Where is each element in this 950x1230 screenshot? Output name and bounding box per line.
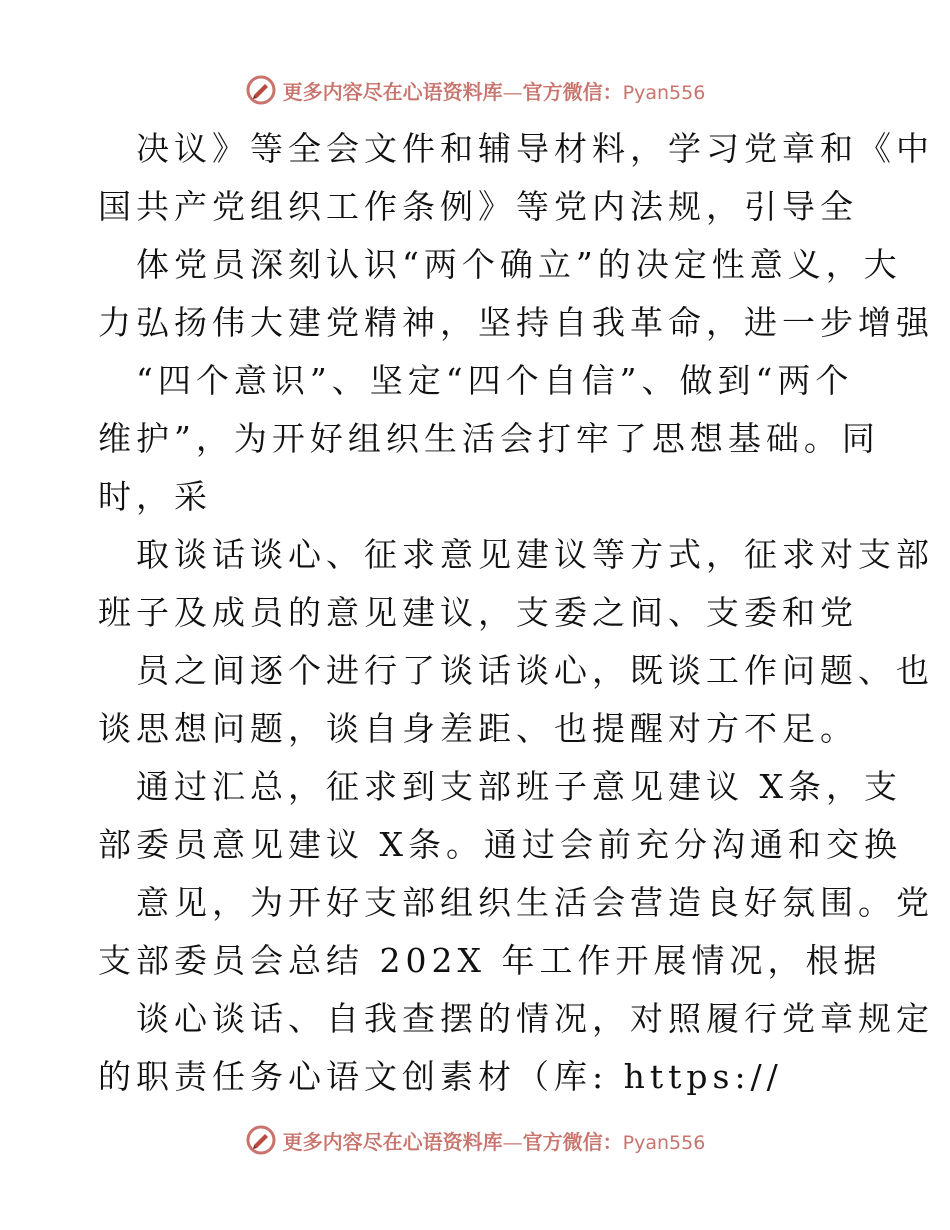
watermark-wechat-label: 官方微信： bbox=[522, 1129, 623, 1154]
body-line: 谈心谈话、自我查摆的情况，对照履行党章规定 bbox=[136, 999, 934, 1038]
body-line: 的职责任务心语文创素材（库: https:// bbox=[98, 1057, 783, 1096]
body-line: 决议》等全会文件和辅导材料，学习党章和《中 bbox=[136, 129, 934, 168]
body-line: 部委员意见建议 X条。通过会前充分沟通和交换 bbox=[98, 825, 902, 864]
watermark-wechat-id: Pyan556 bbox=[622, 81, 706, 104]
body-line: 意见，为开好支部组织生活会营造良好氛围。党 bbox=[136, 883, 934, 922]
brand-logo-icon bbox=[245, 1124, 277, 1156]
footer-watermark bbox=[0, 1120, 950, 1160]
watermark-separator: — bbox=[502, 1129, 523, 1154]
body-line: 班子及成员的意见建议，支委之间、支委和党 bbox=[98, 593, 858, 632]
header-watermark bbox=[0, 70, 950, 110]
body-line: 力弘扬伟大建党精神，坚持自我革命，进一步增强 bbox=[98, 303, 934, 342]
brand-logo-icon bbox=[245, 74, 277, 106]
watermark-wechat-label: 官方微信： bbox=[522, 79, 623, 104]
body-line: 支部委员会总结 202X 年工作开展情况，根据 bbox=[98, 941, 882, 980]
body-line: 取谈话谈心、征求意见建议等方式，征求对支部 bbox=[136, 535, 934, 574]
watermark-separator: — bbox=[502, 79, 523, 104]
document-body bbox=[98, 120, 934, 1106]
body-line: 员之间逐个进行了谈话谈心，既谈工作问题、也 bbox=[136, 651, 934, 690]
body-line: 谈思想问题，谈自身差距、也提醒对方不足。 bbox=[98, 709, 858, 748]
watermark-site-text: 更多内容尽在心语资料库 bbox=[282, 79, 503, 104]
body-line: 体党员深刻认识“两个确立”的决定性意义，大 bbox=[136, 245, 902, 284]
body-line: 维护”，为开好组织生活会打牢了思想基础。同 bbox=[98, 419, 880, 458]
body-line: “四个意识”、坚定“四个自信”、做到“两个 bbox=[136, 361, 854, 400]
body-line: 通过汇总，征求到支部班子意见建议 X条，支 bbox=[136, 767, 902, 806]
watermark-site-text: 更多内容尽在心语资料库 bbox=[282, 1129, 503, 1154]
body-line: 国共产党组织工作条例》等党内法规，引导全 bbox=[98, 187, 858, 226]
watermark-wechat-id: Pyan556 bbox=[622, 1131, 706, 1154]
body-line: 时，采 bbox=[98, 477, 212, 516]
